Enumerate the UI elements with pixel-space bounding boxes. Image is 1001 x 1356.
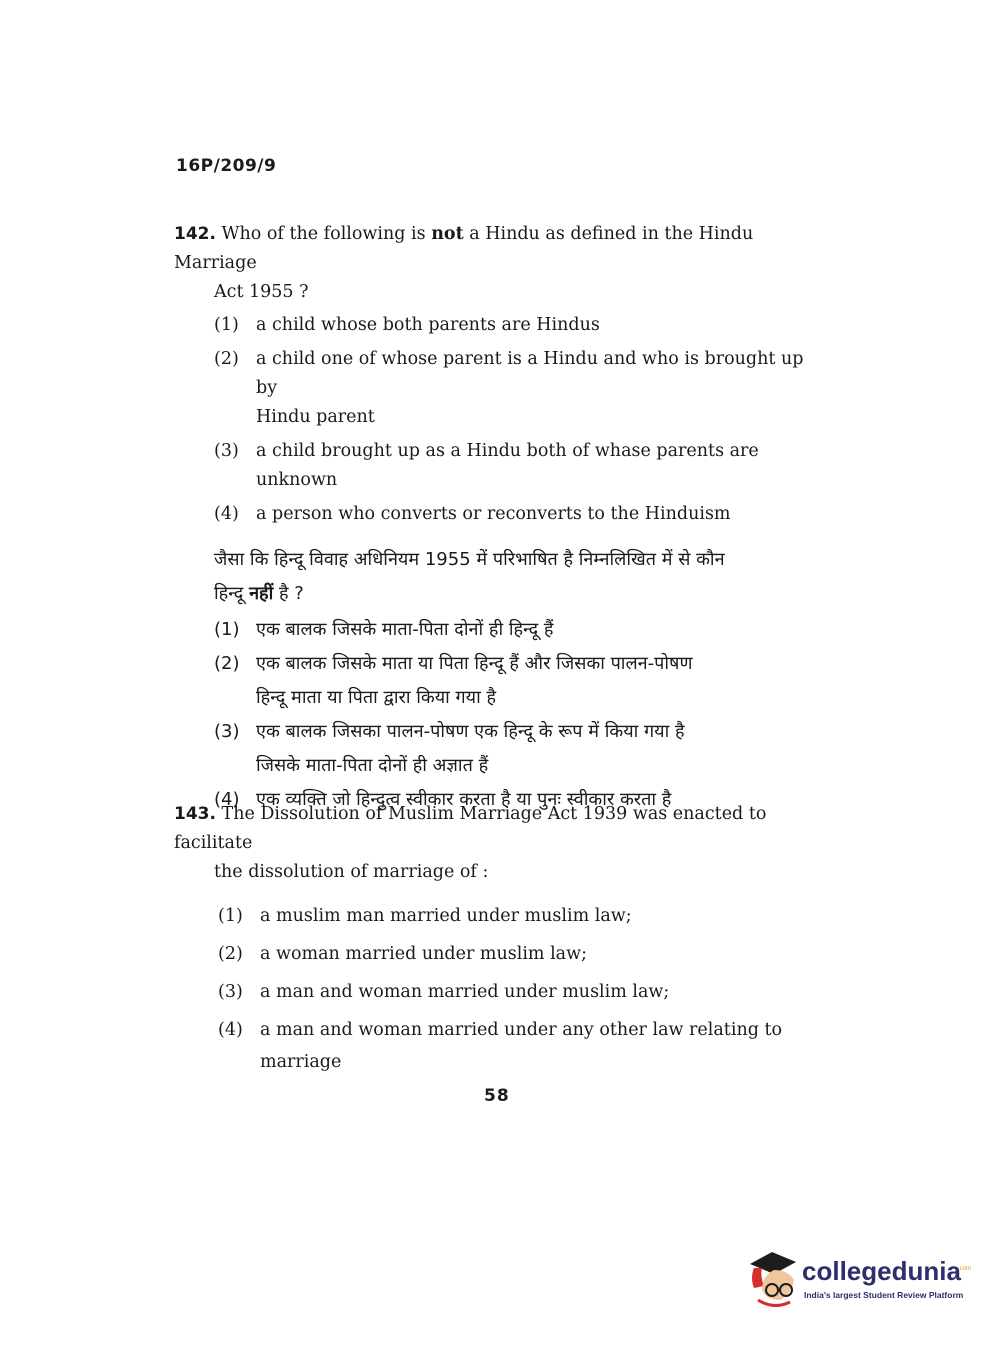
logo-domain: .com: [958, 1266, 972, 1272]
option-3: (3) a child brought up as a Hindu both of whase parents are unknown: [214, 441, 759, 490]
option-4: (4) a man and woman married under any other law relating to marriage: [218, 1020, 783, 1072]
options-list-en: [174, 311, 814, 529]
question-number: 143.: [174, 804, 216, 824]
logo-tagline: India's largest Student Review Platform: [804, 1290, 964, 1300]
question-143: [174, 800, 814, 1078]
hindi-option-1: (1) एक बालक जिसके माता-पिता दोनों ही हिन्दू हैं: [214, 619, 554, 640]
option-4: (4) a person who converts or reconverts to the Hinduism: [214, 504, 731, 524]
question-142-hindi: [174, 543, 814, 817]
hindi-stem-cont: हिन्दू नहीं है ?: [214, 583, 304, 604]
option-2: (2) a child one of whose parent is a Hindu and who is brought up by Hindu parent: [214, 349, 804, 427]
option-2: (2) a woman married under muslim law;: [218, 944, 587, 964]
hindi-option-2: (2) एक बालक जिसके माता या पिता हिन्दू हैं और जिसका पालन-पोषण हिन्दू माता या पिता द्वारा किया गया है: [214, 653, 693, 708]
question-142-stem-cont: Act 1955 ?: [214, 282, 309, 302]
question-143-stem: 143. The Dissolution of Muslim Marriage Act 1939 was enacted to facilitate: [174, 804, 767, 853]
hindi-stem: जैसा कि हिन्दू विवाह अधिनियम 1955 में परिभाषित है निम्नलिखित में से कौन: [214, 549, 725, 570]
collegedunia-logo[interactable]: [744, 1250, 974, 1310]
question-142: [174, 220, 814, 817]
page-number: 58: [484, 1086, 510, 1106]
option-1: (1) a child whose both parents are Hindus: [214, 315, 600, 335]
logo-wordmark: collegedunia: [802, 1256, 961, 1286]
options-list-143: [174, 897, 814, 1078]
question-142-stem: 142. Who of the following is not a Hindu as defined in the Hindu Marriage: [174, 224, 754, 273]
option-3: (3) a man and woman married under muslim law;: [218, 982, 670, 1002]
question-number: 142.: [174, 224, 216, 244]
page-code: 16P/209/9: [176, 156, 277, 176]
question-143-stem-cont: the dissolution of marriage of :: [214, 862, 489, 882]
hindi-option-4: (4) एक व्यक्ति जो हिन्दुत्व स्वीकार करता है या पुनः स्वीकार करता है: [214, 789, 672, 810]
mascot-icon: [744, 1250, 800, 1310]
option-1: (1) a muslim man married under muslim law;: [218, 906, 632, 926]
hindi-option-3: (3) एक बालक जिसका पालन-पोषण एक हिन्दू के रूप में किया गया है जिसके माता-पिता दोनों ही अज्ञात हैं: [214, 721, 685, 776]
